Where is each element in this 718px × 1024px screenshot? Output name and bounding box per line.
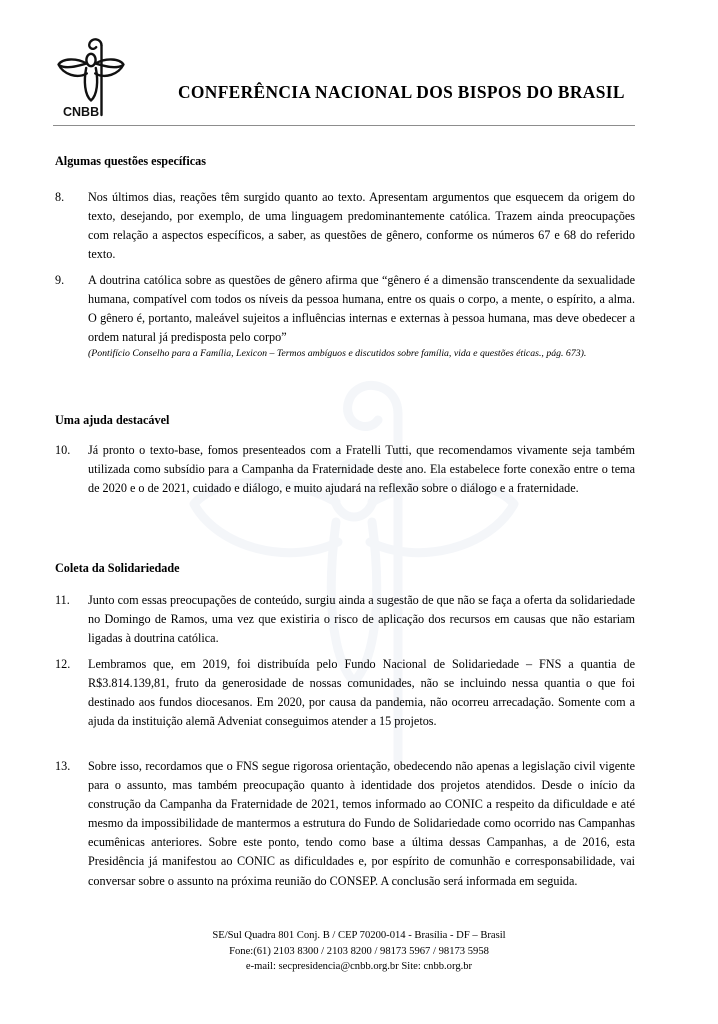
list-item-number: 9. [55, 273, 65, 287]
list-item-text: Nos últimos dias, reações têm surgido quanto ao texto. Apresentam argumentos que esquecem da origem do texto, desejando, por exemplo, de uma linguagem predominantemente católica. Trazem ainda preocupações com relação a aspectos específicos, a saber, as questões de gênero, conforme os números 67 e 68 do referido texto. [88, 190, 635, 262]
list-item-number: 11. [55, 593, 70, 607]
cnbb-dove-crosier-logo-icon [55, 33, 133, 123]
list-item-12 [55, 655, 635, 731]
list-item-number: 8. [55, 190, 65, 204]
page-title: CONFERÊNCIA NACIONAL DOS BISPOS DO BRASIL [178, 82, 625, 102]
footer-phone: Fone:(61) 2103 8300 / 2103 8200 / 98173 5967 / 98173 5958 [229, 945, 489, 957]
list-item-number: 10. [55, 443, 71, 457]
document-footer [0, 928, 718, 975]
list-item-number: 13. [55, 759, 71, 773]
section-heading-especificas: Algumas questões específicas [55, 154, 206, 168]
header-divider [53, 125, 635, 126]
cnbb-logo [55, 33, 133, 123]
list-item-text: Já pronto o texto-base, fomos presenteados com a Fratelli Tutti, que recomendamos vivamente seja também utilizada como subsídio para a Campanha da Fraternidade deste ano. Ela estabelece forte conexão entre o tema de 2020 e o de 2021, cuidado e diálogo, e muito ajudará na reflexão sobre o diálogo e a fraternidade. [88, 443, 635, 496]
cnbb-logo-text: CNBB [63, 105, 100, 119]
list-item-13 [55, 757, 635, 891]
list-item-number: 12. [55, 657, 71, 671]
list-item-9 [55, 271, 635, 361]
list-item-text: Junto com essas preocupações de conteúdo, surgiu ainda a sugestão de que não se faça a oferta da solidariedade no Domingo de Ramos, uma vez que existiria o risco de aplicação dos recursos em causas que não estariam ligadas à doutrina católica. [88, 593, 635, 646]
document-header [0, 0, 718, 136]
footer-contact: e-mail: secpresidencia@cnbb.org.br Site: cnbb.org.br [245, 961, 473, 973]
footer-address: SE/Sul Quadra 801 Conj. B / CEP 70200-014 - Brasília - DF – Brasil [212, 930, 506, 941]
list-item-8 [55, 188, 635, 264]
list-item-10 [55, 441, 635, 498]
list-item-text: A doutrina católica sobre as questões de gênero afirma que “gênero é a dimensão transcendente da sexualidade humana, compatível com todos os níveis da pessoa humana, entre os quais o corpo, a mente, o espírito, a alma. O gênero é, portanto, maleável sujeitos a influências internas e externas à pessoa humana, mas deve obedecer a ordem natural já predisposta pelo corpo” [88, 273, 635, 345]
section-heading-ajuda: Uma ajuda destacável [55, 413, 170, 427]
list-item-text: Lembramos que, em 2019, foi distribuída pelo Fundo Nacional de Solidariedade – FNS a quantia de R$3.814.139,81, fruto da generosidade de nossas comunidades, não se incluindo nessa quantia o que foi destinado aos fundos diocesanos. Em 2020, por causa da pandemia, não ocorreu arrecadação. Somente com a ajuda da instituição alemã Adveniat conseguimos atender a 15 projetos. [88, 657, 635, 729]
section-heading-coleta: Coleta da Solidariedade [55, 561, 180, 575]
list-item-citation: (Pontifício Conselho para a Família, Lexicon – Termos ambíguos e discutidos sobre família, vida e questões éticas., pág. 673). [88, 348, 587, 360]
list-item-text: Sobre isso, recordamos que o FNS segue rigorosa orientação, obedecendo não apenas a legislação civil vigente para o assunto, mas também preocupação quanto à identidade dos projetos atendidos. Desde o início da construção da Campanha da Fraternidade de 2021, temos informado ao CONIC a respeito da dificuldade e até mesmo da impossibilidade de mantermos a estrutura do Fundo de Solidariedade como ocorrido nas Campanhas ecumênicas anteriores. Sobre este ponto, tendo como base a última dessas Campanhas, a de 2016, esta Presidência já manifestou ao CONIC as dificuldades e, por espírito de comunhão e corresponsabilidade, vai conversar sobre o assunto na próxima reunião do CONSEP. A conclusão será informada em seguida. [88, 759, 635, 888]
list-item-11 [55, 591, 635, 648]
